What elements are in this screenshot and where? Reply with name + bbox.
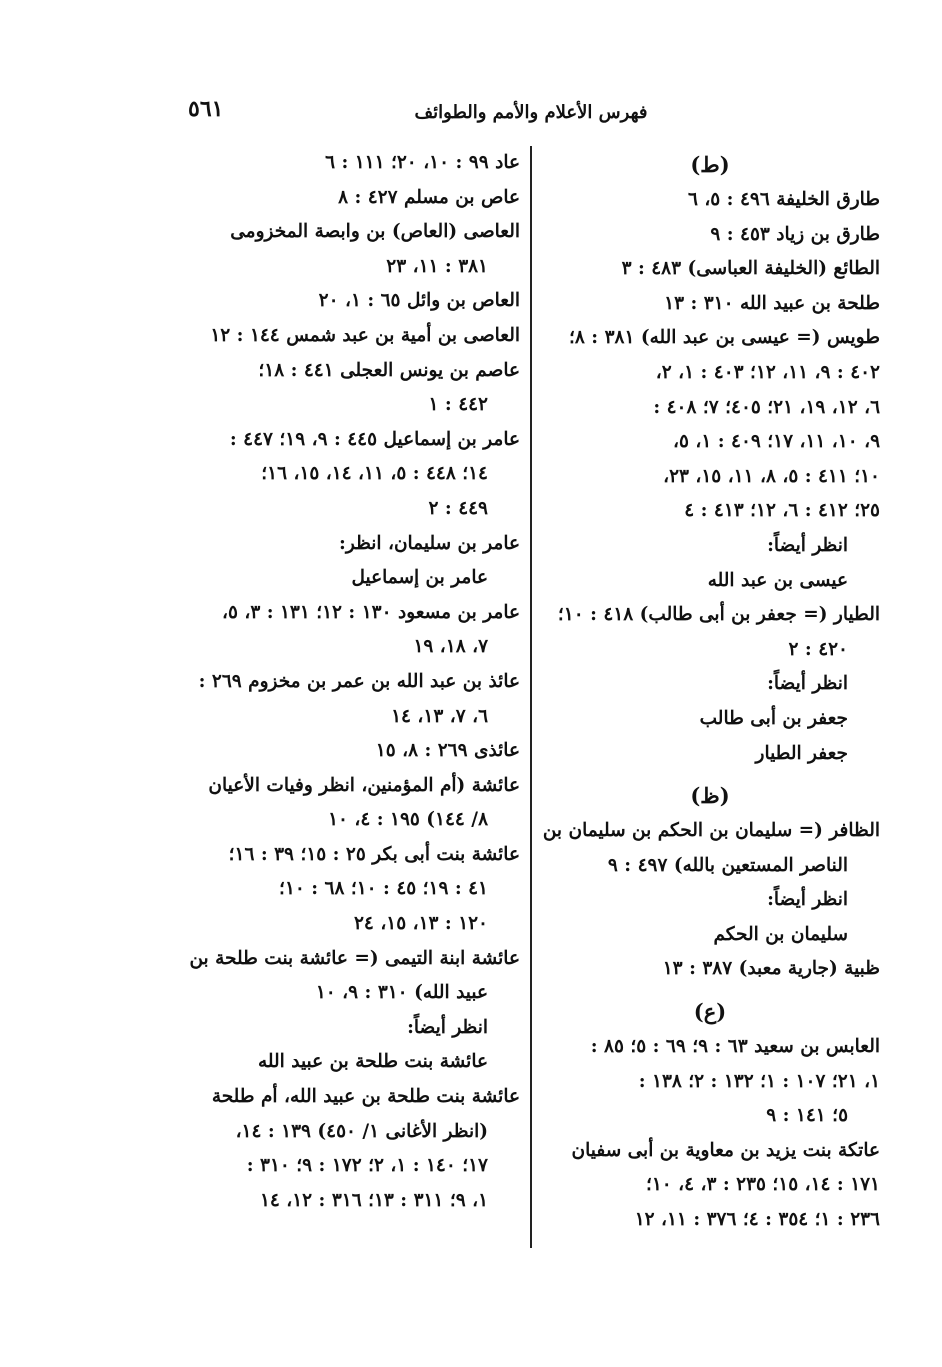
index-entry: عاتكة بنت يزيد بن معاوية بن أبى سفيان [571, 1139, 880, 1161]
index-entry: عائشة بنت طلحة بن عبيد الله، أم طلحة [211, 1086, 520, 1108]
see-also-reference: جعفر الطيار [755, 742, 848, 764]
index-entry-continuation: ٤٤٩ : ٢ [428, 497, 488, 519]
see-also-reference: جعفر بن أبى طالب [699, 707, 848, 729]
index-entry: العاصى بن أمية بن عبد شمس ١٤٤ : ١٢ [210, 324, 520, 346]
index-entry-continuation: (انظر الأغانى ١/ ٤٥٠) ١٣٩ : ١٤، [235, 1120, 488, 1142]
see-also-label: انظر أيضاً: [767, 673, 848, 695]
running-title: فهرس الأعلام والأمم والطوائف [414, 102, 648, 123]
index-entry: طارق بن زياد ٤٥٣ : ٩ [710, 223, 880, 245]
index-entry: طارق الخليفة ٤٩٦ : ٥، ٦ [687, 189, 880, 210]
index-entry: عاصم بن يونس العجلى ٤٤١ : ١٨؛ [258, 359, 520, 381]
see-also-reference: عيسى بن عبد الله [707, 569, 848, 591]
index-entry-continuation: ٧، ١٨، ١٩ [413, 636, 488, 658]
column-divider [530, 146, 532, 1248]
index-entry-continuation: ١٠؛ ٤١١ : ٥، ٨، ١١، ١٥، ٢٣، [663, 465, 880, 487]
section-heading-ta: (ط) [690, 152, 730, 177]
index-entry: عائشة بنت أبى بكر ٢٥ : ١٥؛ ٣٩ : ١٦؛ [228, 843, 520, 865]
index-entry: عامر بن مسعود ١٣٠ : ١٢؛ ١٣١ : ٣، ٥، [221, 601, 520, 623]
right-column [540, 146, 880, 1238]
index-entry-continuation: ٤٤٢ : ١ [428, 394, 488, 416]
index-entry: عائذ بن عبد الله بن عمر بن مخزوم ٢٦٩ : [198, 670, 520, 692]
index-entry: الطيار (= جعفر بن أبى طالب) ٤١٨ : ١٠؛ [557, 604, 880, 626]
index-entry-continuation: ١٧؛ ١٤٠ : ١، ٢؛ ١٧٢ : ٩؛ ٣١٠ : [246, 1155, 488, 1177]
index-entry-continuation: ١٧١ : ١٤، ١٥؛ ٢٣٥ : ٣، ٤، ١٠؛ [645, 1174, 880, 1196]
index-entry-continuation: ٨/ ١٤٤) ١٩٥ : ٤، ١٠ [328, 809, 488, 831]
index-entry-continuation: ٣٨١ : ١١، ٢٣ [386, 255, 488, 277]
index-entry: العاص بن وائل ٦٥ : ١، ٢٠ [318, 290, 520, 312]
index-entry: الظافر (= سليمان بن الحكم بن سليمان بن [542, 820, 880, 842]
index-entry: طلحة بن عبيد الله ٣١٠ : ١٣ [664, 292, 880, 314]
see-also-label: انظر أيضاً: [407, 1016, 488, 1038]
see-also-reference: عائشة بنت طلحة بن عبيد الله [257, 1051, 488, 1073]
index-entry: العاصى (العاص) بن وابصة المخزومى [230, 221, 520, 243]
index-entry: عاد ٩٩ : ١٠، ٢٠؛ ١١١ : ٦ [325, 152, 520, 173]
index-entry-continuation: ٦، ٧، ١٣، ١٤ [391, 705, 488, 727]
index-entry-continuation: ٢٣٦ : ١؛ ٣٥٤ : ٤؛ ٣٧٦ : ١١، ١٢ [634, 1209, 880, 1231]
section-heading-za: (ظ) [690, 783, 730, 809]
index-entry-continuation: ٩، ١٠، ١١، ١٧؛ ٤٠٩ : ١، ٥، [673, 431, 880, 453]
left-column [186, 146, 520, 1218]
index-entry-continuation: ٥؛ ١٤١ : ٩ [766, 1105, 848, 1127]
index-entry-continuation: ٢٥؛ ٤١٢ : ٦، ١٢؛ ٤١٣ : ٤ [684, 500, 880, 522]
index-entry-continuation: ١٤؛ ٤٤٨ : ٥، ١١، ١٤، ١٥، ١٦؛ [261, 463, 488, 485]
index-entry-continuation: عبيد الله) ٣١٠ : ٩، ١٠ [315, 982, 488, 1004]
page-number: ٥٦١ [188, 96, 224, 122]
index-entry: عامر بن إسماعيل ٤٤٥ : ٩، ١٩؛ ٤٤٧ : [229, 428, 520, 450]
see-also-label: انظر أيضاً: [767, 889, 848, 911]
index-entry-continuation: ٤٢٠ : ٢ [788, 638, 848, 660]
see-also-label: انظر أيضاً: [767, 534, 848, 556]
index-entry: ظبية (جارية معبد) ٣٨٧ : ١٣ [662, 958, 880, 980]
see-also-reference: عامر بن إسماعيل [351, 567, 488, 589]
index-entry-continuation: ٤٠٢ : ٩، ١١، ١٢؛ ٤٠٣ : ١، ٢، [655, 361, 880, 383]
index-entry-continuation: ٤١ : ١٩؛ ٤٥ : ١٠؛ ٦٨ : ١٠؛ [279, 878, 488, 900]
index-entry-continuation: ٦، ١٢، ١٩، ٢١؛ ٤٠٥؛ ٧؛ ٤٠٨ : [653, 396, 880, 418]
index-entry: عامر بن سليمان، انظر: [339, 532, 520, 554]
index-entry: عاص بن مسلم ٤٢٧ : ٨ [338, 186, 520, 208]
index-entry-continuation: ١، ٢١؛ ١٠٧ : ١؛ ١٣٢ : ٢؛ ١٣٨ : [638, 1070, 880, 1092]
index-entry: طويس (= عيسى بن عبد الله) ٣٨١ : ٨؛ [569, 327, 880, 349]
index-entry-continuation: ١، ٩؛ ٣١١ : ١٣؛ ٣١٦ : ١٢، ١٤ [259, 1189, 488, 1211]
index-entry: الطائع (الخليفة العباسى) ٤٨٣ : ٣ [621, 258, 880, 280]
index-entry-continuation: الناصر المستعين بالله) ٤٩٧ : ٩ [607, 854, 848, 876]
index-entry: عائشة ابنة التيمى (= عائشة بنت طلحة بن [189, 947, 520, 969]
index-entry: عائشة (أم المؤمنين، انظر وفيات الأعيان [208, 774, 520, 796]
see-also-reference: سليمان بن الحكم [713, 923, 848, 945]
section-heading-ain: (ع) [693, 999, 727, 1025]
index-entry-continuation: ١٢٠ : ١٣، ١٥، ٢٤ [354, 913, 488, 935]
index-entry: عائذى ٢٦٩ : ٨، ١٥ [375, 740, 520, 762]
index-entry: العابس بن سعيد ٦٣ : ٩؛ ٦٩ : ٥؛ ٨٥ : [590, 1036, 880, 1058]
